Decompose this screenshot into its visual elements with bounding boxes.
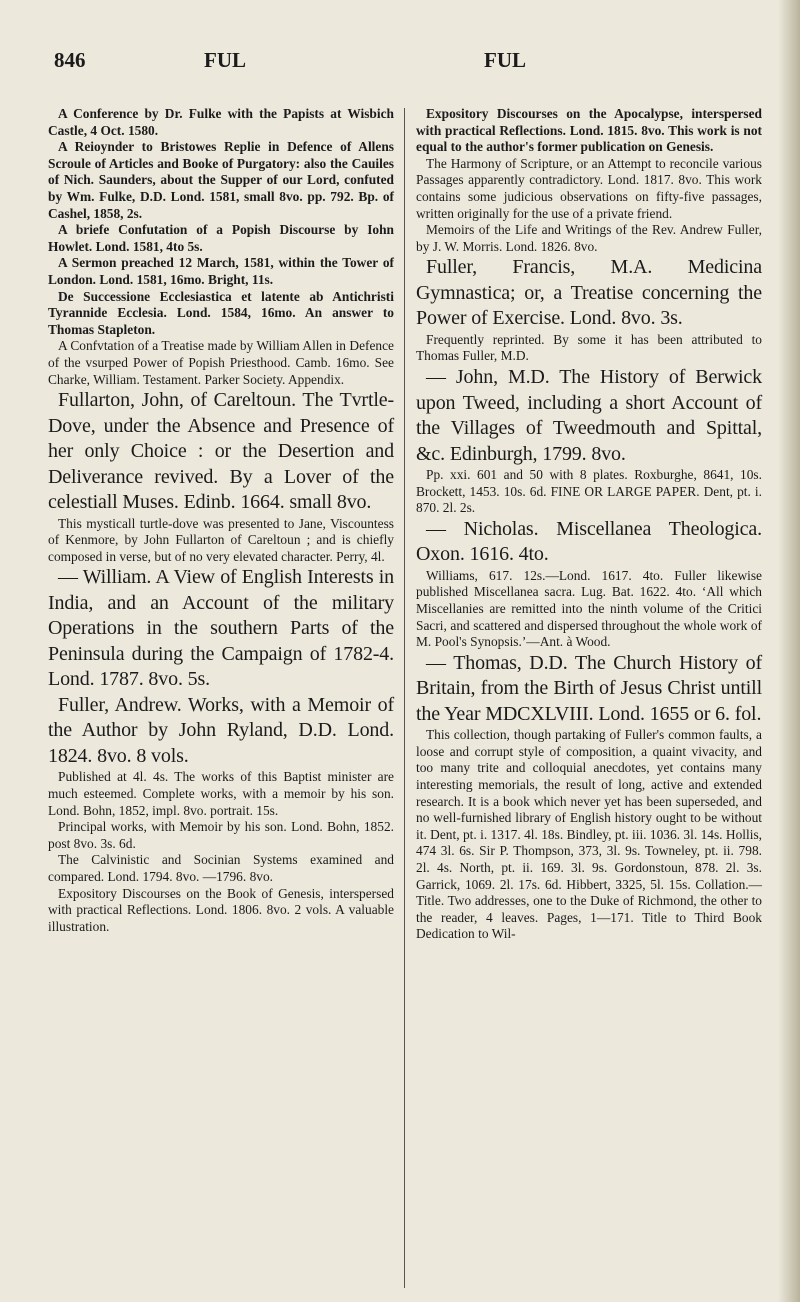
entry-note: Principal works, with Memoir by his son. Lond. Bohn, 1852. post 8vo. 3s. 6d. — [48, 819, 394, 851]
entry-note: Williams, 617. 12s.—Lond. 1617. 4to. Fuller likewise published Miscellanea sacra. Lug. Bat. 1622. 4to. ‘All which Miscellanies are remitted into the ninth volume of the Critici Sacri, and scattered and dispersed throughout the whole work of M. Pool's Synopsis.’—Ant. à Wood. — [416, 567, 762, 650]
entry-heading: Fullarton, John, of Careltoun. The Tvrtle-Dove, under the Absence and Presence of her only Choice : or the Desertion and Deliverance revived. By a Lover of the celestiall Muses. Edinb. 1664. small 8vo. — [48, 389, 394, 514]
left-column — [48, 106, 394, 935]
entry-note: Expository Discourses on the Book of Genesis, interspersed with practical Reflections. Lond. 1806. 8vo. 2 vols. A valuable illustration. — [48, 885, 394, 934]
entry-heading: — Nicholas. Miscellanea Theologica. Oxon. 1616. 4to. — [416, 517, 762, 566]
entry-paragraph: Expository Discourses on the Apocalypse, interspersed with practical Reflections. Lond. 1815. 8vo. This work is not equal to the author's former publication on Genesis. — [416, 106, 762, 155]
entry-paragraph: A Reioynder to Bristowes Replie in Defence of Allens Scroule of Articles and Booke of Purgatory: also the Cauiles of Nich. Saunders, about the Supper of our Lord, confuted by Wm. Fulke, D.D. Lond. 1581, small 8vo. pp. 792. Bp. of Cashel, 1858, 2s. — [48, 139, 394, 221]
entry-paragraph: A Sermon preached 12 March, 1581, within the Tower of London. Lond. 1581, 16mo. Bright, 11s. — [48, 255, 394, 287]
entry-paragraph: A briefe Confutation of a Popish Discourse by Iohn Howlet. Lond. 1581, 4to 5s. — [48, 222, 394, 254]
entry-note: This mysticall turtle-dove was presented to Jane, Viscountess of Kenmore, by John Fullarton of Careltoun ; and is chiefly composed in verse, but of no very elevated character. Perry, 4l. — [48, 515, 394, 564]
running-header — [54, 48, 744, 78]
entry-note: The Calvinistic and Socinian Systems examined and compared. Lond. 1794. 8vo. —1796. 8vo. — [48, 852, 394, 884]
entry-heading: — William. A View of English Interests in India, and an Account of the military Operations in the southern Parts of the Peninsula during the Campaign of 1782-4. Lond. 1787. 8vo. 5s. — [48, 566, 394, 691]
entry-paragraph: Memoirs of the Life and Writings of the Rev. Andrew Fuller, by J. W. Morris. Lond. 1826. 8vo. — [416, 222, 762, 254]
entry-note: Frequently reprinted. By some it has been attributed to Thomas Fuller, M.D. — [416, 331, 762, 364]
entry-paragraph: De Successione Ecclesiastica et latente ab Antichristi Tyrannide Ecclesia. Lond. 1584, 16mo. An answer to Thomas Stapleton. — [48, 288, 394, 337]
entry-heading: — Thomas, D.D. The Church History of Britain, from the Birth of Jesus Christ untill the Year MDCXLVIII. Lond. 1655 or 6. fol. — [416, 651, 762, 725]
page-number: 846 — [54, 48, 86, 72]
entry-paragraph: The Harmony of Scripture, or an Attempt to reconcile various Passages apparently contradictory. Lond. 1817. 8vo. This work contains some judicious observations on fifty-five passages, written originally for the use of a private friend. — [416, 155, 762, 221]
column-divider — [404, 108, 405, 1288]
entry-note: Pp. xxi. 601 and 50 with 8 plates. Roxburghe, 8641, 10s. Brockett, 1453. 10s. 6d. FINE OR LARGE PAPER. Dent, pt. i. 870. 2l. 2s. — [416, 467, 762, 516]
entry-heading: Fuller, Francis, M.A. Medicina Gymnastica; or, a Treatise concerning the Power of Exercise. Lond. 8vo. 3s. — [416, 256, 762, 330]
page-edge-shadow — [778, 0, 800, 1302]
header-left-word: FUL — [204, 48, 246, 72]
entry-paragraph: A Conference by Dr. Fulke with the Papists at Wisbich Castle, 4 Oct. 1580. — [48, 106, 394, 138]
header-right-word: FUL — [484, 48, 526, 72]
entry-note: This collection, though partaking of Fuller's common faults, a loose and corrupt style of composition, a quaint vivacity, and too many trite and colloquial anecdotes, yet contains many interesting memorials, the result of long, active and extended research. It is a book which never yet has been superseded, and no well-furnished library of English history ought to be without it. Dent, pt. i. 1317. 4l. 18s. Bindley, pt. iii. 1036. 3l. 14s. Hollis, 474 3l. 6s. Sir P. Thompson, 373, 3l. 9s. Towneley, pt. ii. 798. 2l. 4s. North, pt. ii. 169. 3l. 9s. Gordonstoun, 878. 2l. 3s. Garrick, 1069. 2l. 17s. 6d. Hibbert, 3325, 5l. 15s. Collation.—Title. Two addresses, one to the Duke of Richmond, the other to the reader, 4 leaves. Pages, 1—171. Title to Third Book Dedication to Wil- — [416, 727, 762, 942]
right-column — [416, 106, 762, 943]
entry-note: Published at 4l. 4s. The works of this Baptist minister are much esteemed. Complete works, with a memoir by his son. Lond. Bohn, 1852, impl. 8vo. portrait. 15s. — [48, 769, 394, 818]
entry-heading: — John, M.D. The History of Berwick upon Tweed, including a short Account of the Villages of Tweedmouth and Spittal, &c. Edinburgh, 1799. 8vo. — [416, 366, 762, 465]
entry-paragraph: A Confvtation of a Treatise made by William Allen in Defence of the vsurped Power of Popish Priesthood. Camb. 16mo. See Charke, William. Testament. Parker Society. Appendix. — [48, 338, 394, 387]
entry-heading: Fuller, Andrew. Works, with a Memoir of the Author by John Ryland, D.D. Lond. 1824. 8vo. 8 vols. — [48, 693, 394, 767]
